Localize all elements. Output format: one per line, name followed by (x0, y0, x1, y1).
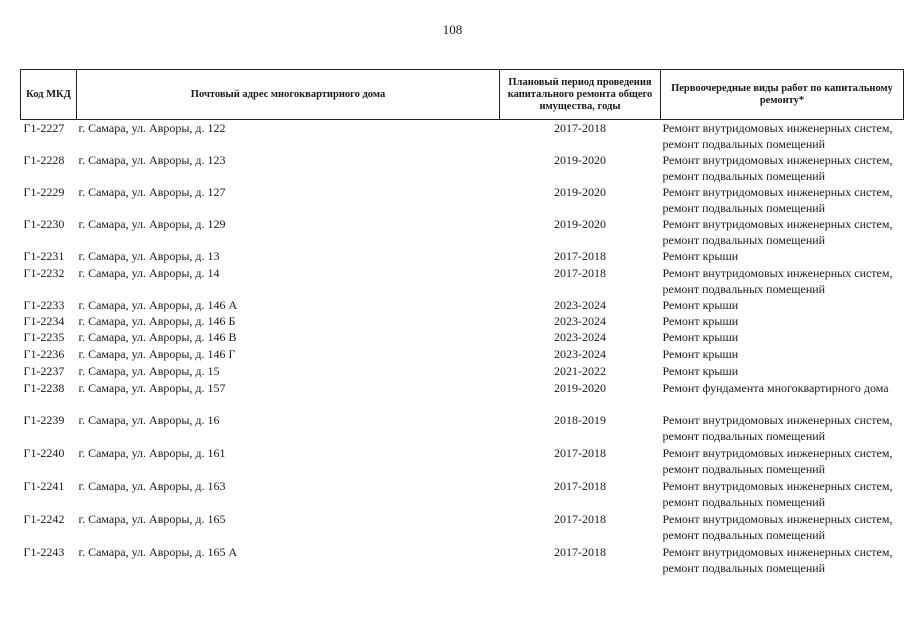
header-code: Код МКД (21, 70, 77, 120)
cell-code: Г1-2232 (23, 266, 65, 280)
cell-period: 2017-2018 (554, 121, 606, 135)
cell-address: г. Самара, ул. Авроры, д. 16 (78, 413, 220, 427)
cell-period: 2019-2020 (554, 381, 606, 395)
cell-works: Ремонт крыши (662, 347, 739, 361)
table-row (21, 412, 904, 445)
cell-code: Г1-2229 (23, 185, 65, 199)
cell-period: 2017-2018 (554, 446, 606, 460)
cell-period: 2023-2024 (554, 314, 606, 328)
table-row (21, 248, 904, 265)
cell-period: 2023-2024 (554, 330, 606, 344)
cell-period: 2019-2020 (554, 217, 606, 231)
cell-address: г. Самара, ул. Авроры, д. 127 (78, 185, 226, 199)
cell-address: г. Самара, ул. Авроры, д. 129 (78, 217, 226, 231)
cell-works: Ремонт крыши (662, 330, 739, 344)
cell-works: Ремонт внутридомовых инженерных систем, ремонт подвальных помещений (662, 217, 893, 247)
header-period: Плановый период проведения капитального ремонта общего имущества, годы (500, 70, 661, 120)
cell-works: Ремонт крыши (662, 314, 739, 328)
cell-period: 2023-2024 (554, 298, 606, 312)
table-row (21, 120, 904, 153)
cell-address: г. Самара, ул. Авроры, д. 146 А (78, 298, 238, 312)
table-row (21, 313, 904, 329)
cell-code: Г1-2230 (23, 217, 65, 231)
header-works: Первоочередные виды работ по капитальному ремонту* (661, 70, 904, 120)
cell-works: Ремонт крыши (662, 298, 739, 312)
table-row (21, 445, 904, 478)
table-row (21, 511, 904, 544)
cell-address: г. Самара, ул. Авроры, д. 123 (78, 153, 226, 167)
cell-works: Ремонт внутридомовых инженерных систем, ремонт подвальных помещений (662, 479, 893, 509)
cell-address: г. Самара, ул. Авроры, д. 13 (78, 249, 220, 263)
cell-works: Ремонт внутридомовых инженерных систем, ремонт подвальных помещений (662, 153, 893, 183)
cell-period: 2017-2018 (554, 545, 606, 559)
cell-period: 2017-2018 (554, 479, 606, 493)
cell-code: Г1-2238 (23, 381, 65, 395)
cell-works: Ремонт внутридомовых инженерных систем, ремонт подвальных помещений (662, 266, 893, 296)
cell-address: г. Самара, ул. Авроры, д. 163 (78, 479, 226, 493)
table-row (21, 184, 904, 216)
cell-code: Г1-2240 (23, 446, 65, 460)
table-row (21, 329, 904, 346)
cell-works: Ремонт крыши (662, 364, 739, 378)
header-address: Почтовый адрес многоквартирного дома (77, 70, 500, 120)
cell-works: Ремонт фундамента многоквартирного дома (662, 381, 889, 395)
cell-works: Ремонт внутридомовых инженерных систем, ремонт подвальных помещений (662, 512, 893, 542)
cell-code: Г1-2239 (23, 413, 65, 427)
table-row (21, 216, 904, 248)
cell-period: 2023-2024 (554, 347, 606, 361)
cell-works: Ремонт внутридомовых инженерных систем, ремонт подвальных помещений (662, 446, 893, 476)
cell-code: Г1-2235 (23, 330, 65, 344)
cell-works: Ремонт крыши (662, 249, 739, 263)
cell-address: г. Самара, ул. Авроры, д. 165 (78, 512, 226, 526)
cell-address: г. Самара, ул. Авроры, д. 146 В (78, 330, 237, 344)
cell-address: г. Самара, ул. Авроры, д. 146 Б (78, 314, 236, 328)
table-row (21, 380, 904, 412)
cell-code: Г1-2234 (23, 314, 65, 328)
cell-code: Г1-2228 (23, 153, 65, 167)
table-row (21, 265, 904, 297)
capital-repair-table (20, 69, 904, 577)
cell-code: Г1-2242 (23, 512, 65, 526)
cell-address: г. Самара, ул. Авроры, д. 146 Г (78, 347, 236, 361)
table-row (21, 544, 904, 577)
cell-address: г. Самара, ул. Авроры, д. 157 (78, 381, 226, 395)
cell-period: 2017-2018 (554, 512, 606, 526)
cell-works: Ремонт внутридомовых инженерных систем, ремонт подвальных помещений (662, 121, 893, 151)
cell-address: г. Самара, ул. Авроры, д. 15 (78, 364, 220, 378)
cell-period: 2017-2018 (554, 266, 606, 280)
cell-code: Г1-2241 (23, 479, 65, 493)
table-row (21, 478, 904, 511)
cell-code: Г1-2227 (23, 121, 65, 135)
table-row (21, 346, 904, 363)
table-header (21, 70, 904, 120)
cell-code: Г1-2231 (23, 249, 65, 263)
cell-works: Ремонт внутридомовых инженерных систем, ремонт подвальных помещений (662, 413, 893, 443)
table-body (21, 120, 904, 578)
cell-address: г. Самара, ул. Авроры, д. 14 (78, 266, 220, 280)
cell-code: Г1-2243 (23, 545, 65, 559)
cell-address: г. Самара, ул. Авроры, д. 122 (78, 121, 226, 135)
page-number: 108 (442, 22, 463, 37)
cell-period: 2019-2020 (554, 185, 606, 199)
cell-period: 2018-2019 (554, 413, 606, 427)
cell-code: Г1-2237 (23, 364, 65, 378)
cell-address: г. Самара, ул. Авроры, д. 161 (78, 446, 226, 460)
cell-works: Ремонт внутридомовых инженерных систем, ремонт подвальных помещений (662, 185, 893, 215)
cell-period: 2019-2020 (554, 153, 606, 167)
cell-works: Ремонт внутридомовых инженерных систем, ремонт подвальных помещений (662, 545, 893, 575)
table-row (21, 363, 904, 380)
cell-period: 2017-2018 (554, 249, 606, 263)
table-row (21, 152, 904, 184)
cell-period: 2021-2022 (554, 364, 606, 378)
cell-code: Г1-2233 (23, 298, 65, 312)
cell-code: Г1-2236 (23, 347, 65, 361)
table-row (21, 297, 904, 313)
cell-address: г. Самара, ул. Авроры, д. 165 А (78, 545, 238, 559)
